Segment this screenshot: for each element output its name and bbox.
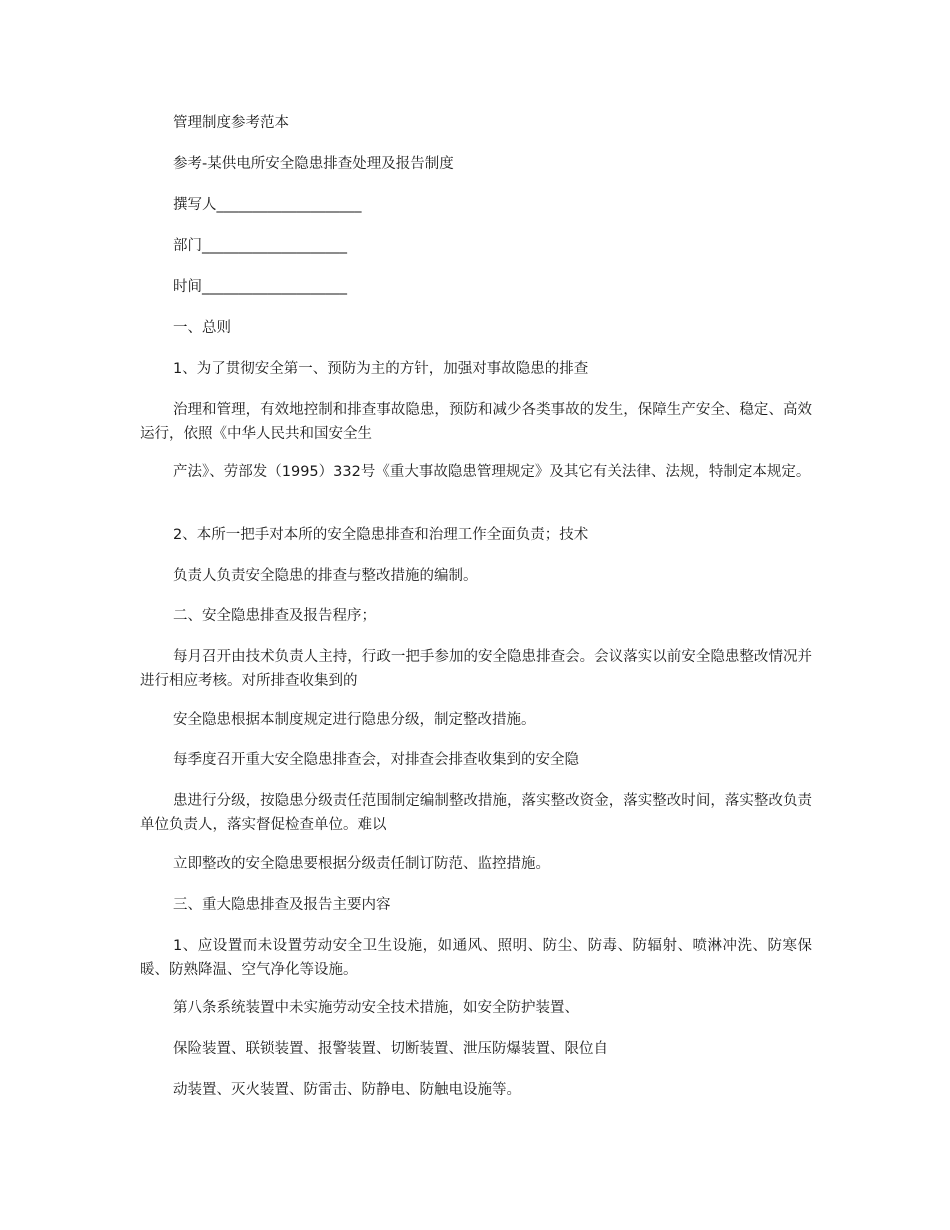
paragraph: 治理和管理，有效地控制和排查事故隐患，预防和减少各类事故的发生，保障生产安全、稳定、高效运行，依照《中华人民共和国安全生 (140, 402, 812, 442)
paragraph: 1、应设置而未设置劳动安全卫生设施，如通风、照明、防尘、防毒、防辐射、喷淋冲洗、防寒保暖、防熟降温、空气净化等设施。 (140, 938, 812, 978)
paragraph: 第八条系统装置中未实施劳动安全技术措施，如安全防护装置、 (173, 1000, 579, 1016)
author-field: 撰写人____________________ (173, 197, 362, 213)
paragraph: 动装置、灭火装置、防雷击、防静电、防触电设施等。 (173, 1082, 521, 1098)
paragraph: 每季度召开重大安全隐患排查会，对排查会排查收集到的安全隐 (173, 752, 579, 768)
paragraph: 保险装置、联锁装置、报警装置、切断装置、泄压防爆装置、限位自 (173, 1041, 608, 1057)
paragraph: 负责人负责安全隐患的排查与整改措施的编制。 (173, 568, 478, 584)
date-field: 时间____________________ (173, 279, 347, 295)
document-title: 参考-某供电所安全隐患排查处理及报告制度 (173, 156, 454, 172)
document-label: 管理制度参考范本 (173, 115, 289, 131)
section-heading: 二、安全隐患排查及报告程序； (173, 608, 376, 624)
paragraph: 安全隐患根据本制度规定进行隐患分级，制定整改措施。 (173, 712, 536, 728)
section-heading: 三、重大隐患排查及报告主要内容 (173, 897, 391, 913)
paragraph: 立即整改的安全隐患要根据分级责任制订防范、监控措施。 (173, 856, 550, 872)
paragraph: 2、本所一把手对本所的安全隐患排查和治理工作全面负责；技术 (173, 527, 589, 543)
section-heading: 一、总则 (173, 320, 231, 336)
paragraph: 患进行分级，按隐患分级责任范围制定编制整改措施，落实整改资金，落实整改时间，落实整改负责单位负责人，落实督促检查单位。难以 (140, 793, 812, 833)
paragraph: 1、为了贯彻安全第一、预防为主的方针，加强对事故隐患的排查 (173, 361, 589, 377)
paragraph: 产法》、劳部发（1995）332号《重大事故隐患管理规定》及其它有关法律、法规，特制定本规定。 (173, 464, 811, 480)
department-field: 部门____________________ (173, 238, 347, 254)
paragraph: 每月召开由技术负责人主持，行政一把手参加的安全隐患排查会。会议落实以前安全隐患整改情况并进行相应考核。对所排查收集到的 (140, 649, 812, 689)
